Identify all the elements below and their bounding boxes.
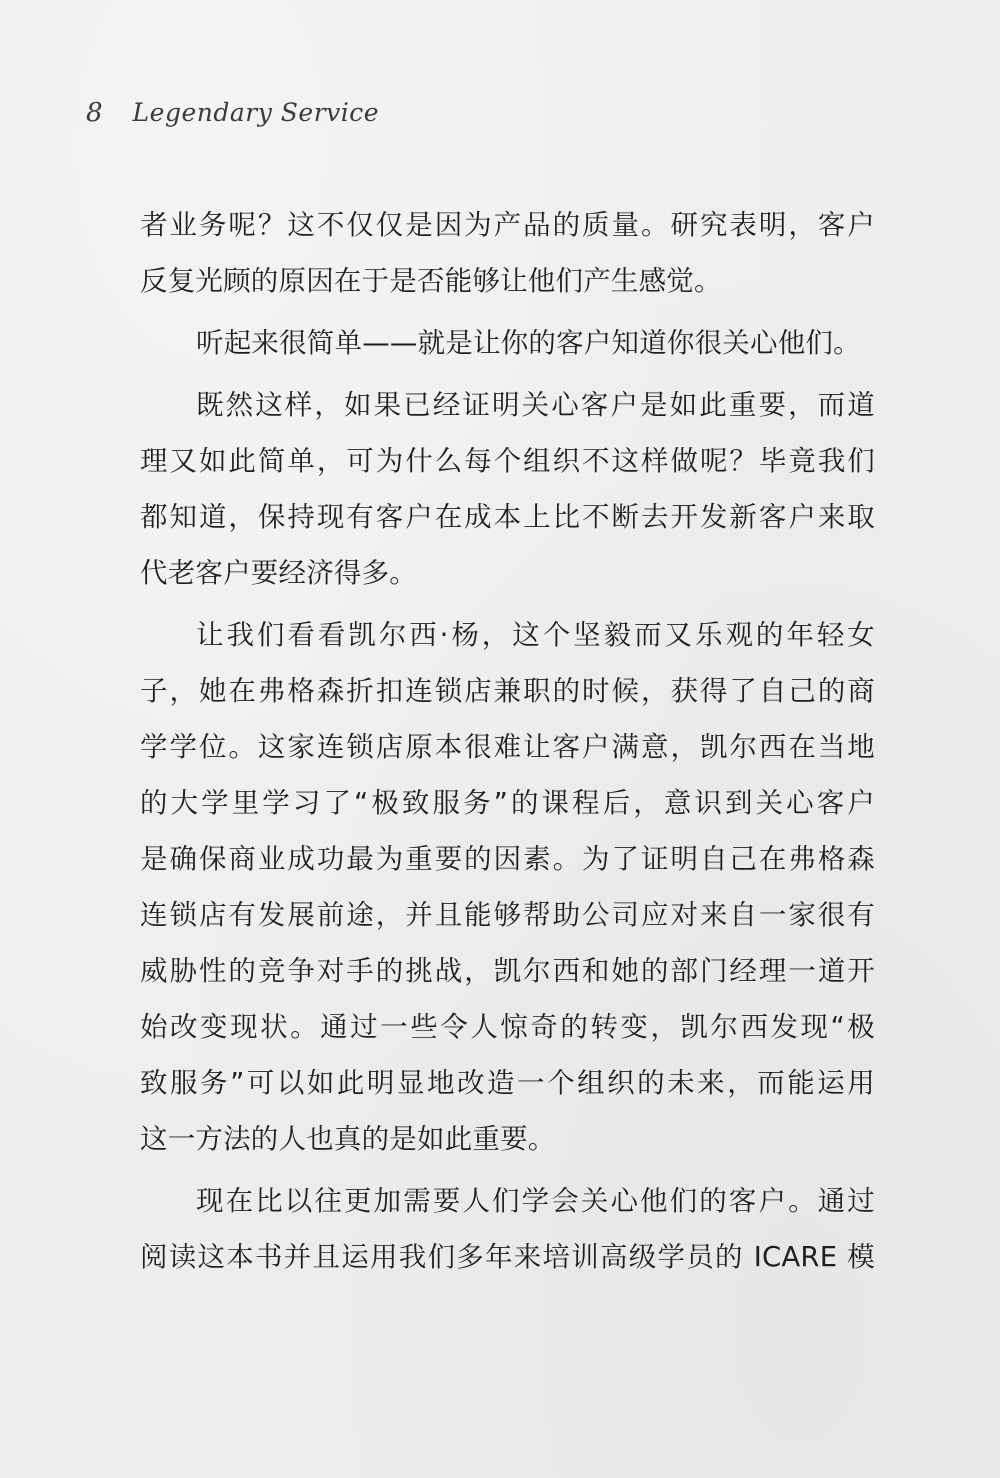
text-line: 的大学里学习了“极致服务”的课程后，意识到关心客户 [140, 787, 875, 819]
text-line: 子，她在弗格森折扣连锁店兼职的时候，获得了自己的商 [140, 675, 875, 707]
text-line: 理又如此简单，可为什么每个组织不这样做呢？毕竟我们 [140, 445, 875, 477]
book-title: Legendary Service [132, 98, 380, 127]
text-line: 反复光顾的原因在于是否能够让他们产生感觉。 [140, 265, 722, 297]
text-line: 学学位。这家连锁店原本很难让客户满意，凯尔西在当地 [140, 731, 875, 763]
text-line: 听起来很简单——就是让你的客户知道你很关心他们。 [196, 327, 861, 359]
text-line: 现在比以往更加需要人们学会关心他们的客户。通过 [196, 1185, 875, 1217]
text-line: 阅读这本书并且运用我们多年来培训高级学员的 ICARE 模 [140, 1241, 875, 1273]
text-line: 这一方法的人也真的是如此重要。 [140, 1123, 556, 1155]
text-line: 者业务呢？这不仅仅是因为产品的质量。研究表明，客户 [140, 209, 875, 241]
text-line: 始改变现状。通过一些令人惊奇的转变，凯尔西发现“极 [140, 1011, 875, 1043]
body-text [140, 197, 875, 1285]
text-line: 代老客户要经济得多。 [140, 557, 417, 589]
text-line: 致服务”可以如此明显地改造一个组织的未来，而能运用 [140, 1067, 875, 1099]
text-line: 都知道，保持现有客户在成本上比不断去开发新客户来取 [140, 501, 875, 533]
running-head [86, 98, 379, 138]
text-line: 让我们看看凯尔西·杨，这个坚毅而又乐观的年轻女 [196, 619, 875, 651]
text-line: 连锁店有发展前途，并且能够帮助公司应对来自一家很有 [140, 899, 875, 931]
text-line: 威胁性的竞争对手的挑战，凯尔西和她的部门经理一道开 [140, 955, 875, 987]
text-line: 是确保商业成功最为重要的因素。为了证明自己在弗格森 [140, 843, 875, 875]
text-line: 既然这样，如果已经证明关心客户是如此重要，而道 [196, 389, 875, 421]
page-number: 8 [86, 98, 103, 128]
